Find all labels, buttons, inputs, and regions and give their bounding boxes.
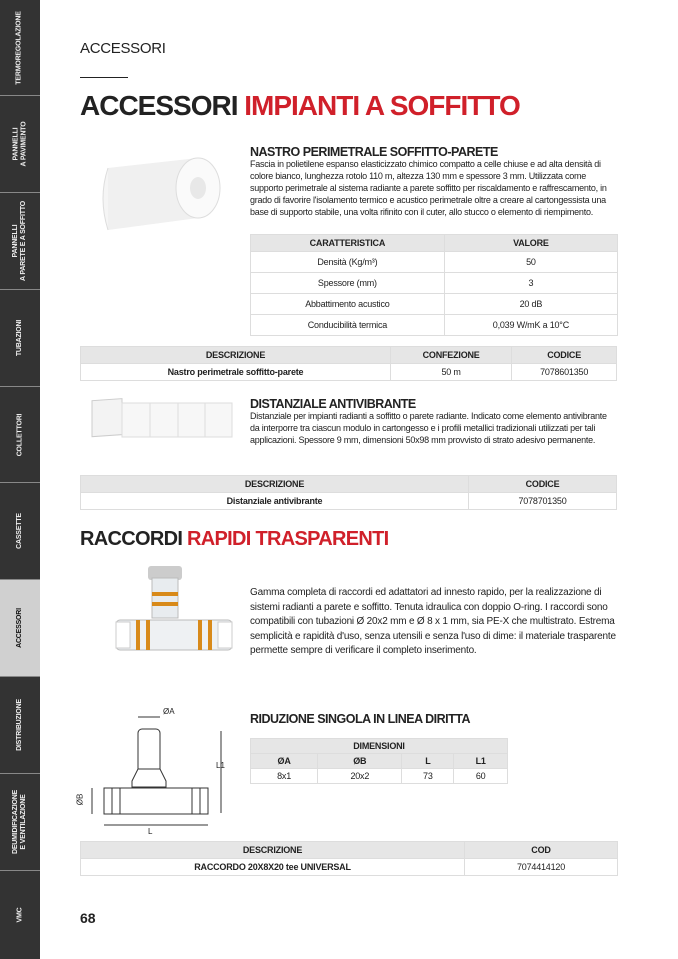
cell: Spessore (mm)	[251, 273, 445, 294]
dimensions-table	[250, 738, 508, 784]
section-sidebar	[0, 0, 40, 959]
tab-accessori[interactable]	[0, 580, 40, 677]
page-title	[80, 90, 520, 122]
col-header: VALORE	[444, 235, 617, 252]
nastro-order-table	[80, 346, 617, 381]
page-number: 68	[80, 910, 96, 926]
tab-label: PANNELLI A PAVIMENTO	[12, 121, 27, 167]
tab-termoregolazione[interactable]	[0, 0, 40, 96]
tab-tubazioni[interactable]	[0, 290, 40, 387]
col-header: DIMENSIONI	[251, 739, 508, 754]
cell: 3	[444, 273, 617, 294]
cell: 50	[444, 252, 617, 273]
cell: 73	[402, 769, 454, 784]
table-row	[81, 364, 617, 381]
diagram-drawing	[66, 703, 246, 838]
nastro-specs-table	[250, 234, 618, 336]
divider	[80, 77, 128, 78]
tab-label: TUBAZIONI	[16, 319, 23, 357]
raccordi-order-table	[80, 841, 618, 876]
dim-label-l: L	[148, 827, 153, 836]
tab-label: VMC	[16, 907, 23, 923]
dim-label-a: ØA	[163, 707, 175, 716]
section-title	[80, 528, 389, 551]
tab-collettori[interactable]	[0, 387, 40, 483]
tab-label: DISTRIBUZIONE	[16, 699, 24, 751]
tab-cassette[interactable]	[0, 483, 40, 580]
cell: 0,039 W/mK a 10°C	[444, 315, 617, 336]
cell: 20x2	[318, 769, 402, 784]
riduzione-title: RIDUZIONE SINGOLA IN LINEA DIRITTA	[250, 712, 471, 726]
title-black: ACCESSORI	[80, 90, 238, 121]
col-header: CONFEZIONE	[391, 347, 512, 364]
col-header: L1	[454, 754, 508, 769]
col-header: DESCRIZIONE	[81, 347, 391, 364]
col-header: CARATTERISTICA	[251, 235, 445, 252]
tab-distribuzione[interactable]	[0, 677, 40, 774]
tab-label: CASSETTE	[16, 513, 23, 549]
table-row	[251, 769, 508, 784]
cell: Densità (Kg/m³)	[251, 252, 445, 273]
tab-label: COLLETTORI	[16, 413, 23, 456]
distanziale-title: DISTANZIALE ANTIVIBRANTE	[250, 397, 416, 411]
table-row	[251, 294, 618, 315]
fitting-diagram	[66, 703, 246, 838]
col-header: CODICE	[469, 476, 617, 493]
distanziale-order-table	[80, 475, 617, 510]
nastro-title: NASTRO PERIMETRALE SOFFITTO-PARETE	[250, 145, 498, 159]
cell: 50 m	[391, 364, 512, 381]
breadcrumb: ACCESSORI	[80, 40, 166, 57]
cell: 8x1	[251, 769, 318, 784]
table-row	[81, 493, 617, 510]
cell: Conducibilità termica	[251, 315, 445, 336]
title-red: IMPIANTI A SOFFITTO	[244, 90, 520, 121]
col-header: ØB	[318, 754, 402, 769]
tab-label: TERMOREGOLAZIONE	[16, 10, 24, 85]
title-red: RAPIDI TRASPARENTI	[187, 528, 389, 550]
cell: RACCORDO 20X8X20 tee UNIVERSAL	[81, 859, 465, 876]
col-header: DESCRIZIONE	[81, 842, 465, 859]
cell: Nastro perimetrale soffitto-parete	[81, 364, 391, 381]
col-header: L	[402, 754, 454, 769]
nastro-description: Fascia in polietilene espanso elasticizzato chimico compatto a celle chiuse e ad alta densità di colore bianco, lunghezza rotolo 110 m, altezza 130 mm e spessore 3 mm. Utilizzata come supporto perimetrale al sistema radiante a parete soffitto per riscaldamento e raffrescamento, in grado di favorire l'isolamento termico e acustico perimetrale oltre a creare al cartongessista una base di supporto stabile, una volta rifinito con il cuter, allo stucco o elemento di riempimento.	[250, 159, 607, 217]
cell: 7078701350	[469, 493, 617, 510]
cell: Distanziale antivibrante	[81, 493, 469, 510]
dim-label-l1: L1	[216, 761, 225, 770]
col-header: COD	[465, 842, 618, 859]
cell: Abbattimento acustico	[251, 294, 445, 315]
cell: 7078601350	[512, 364, 617, 381]
tab-label: DEUMIDIFICAZIONE E VENTILAZIONE	[12, 789, 28, 855]
tab-vmc[interactable]	[0, 871, 40, 959]
table-row	[81, 859, 618, 876]
table-row	[251, 273, 618, 294]
tab-pannelli-parete-soffitto[interactable]	[0, 193, 40, 290]
spacer-pads-image	[88, 395, 238, 445]
raccordi-description: Gamma completa di raccordi ed adattatori ad innesto rapido, per la realizzazione di sistemi radianti a parete e soffitto. Tenuta idraulica con doppio O-ring. I raccordi sono compatibili con tubazioni Ø 20x2 mm e Ø 8 x 1 mm, sia PE-X che multistrato. Estrema semplicità e rapidità d'uso, senza utensili e senza l'uso di dime: il materiale trasparente permette sempre di verificare il completo inserimento.	[250, 587, 616, 656]
tape-roll-image	[98, 148, 238, 238]
cell: 60	[454, 769, 508, 784]
tab-pannelli-pavimento[interactable]	[0, 96, 40, 193]
fitting-photo	[108, 562, 238, 672]
title-black: RACCORDI	[80, 528, 183, 550]
cell: 7074414120	[465, 859, 618, 876]
distanziale-description: Distanziale per impianti radianti a soffitto o parete radiante. Indicato come elemento antivibrante da interporre tra ciascun modulo in cartongesso e i profili metallici tradizionali utilizzati per tali applicazioni. Spessore 9 mm, dimensioni 50x98 mm provvisto di strato adesivo permanente.	[250, 411, 607, 445]
dim-label-b: ØB	[75, 793, 85, 806]
table-row	[251, 315, 618, 336]
col-header: CODICE	[512, 347, 617, 364]
tab-label: PANNELLI A PARETE E A SOFFITTO	[12, 201, 27, 281]
cell: 20 dB	[444, 294, 617, 315]
table-row	[251, 252, 618, 273]
col-header: ØA	[251, 754, 318, 769]
tab-label: ACCESSORI	[15, 608, 23, 648]
tab-deumidificazione[interactable]	[0, 774, 40, 871]
col-header: DESCRIZIONE	[81, 476, 469, 493]
